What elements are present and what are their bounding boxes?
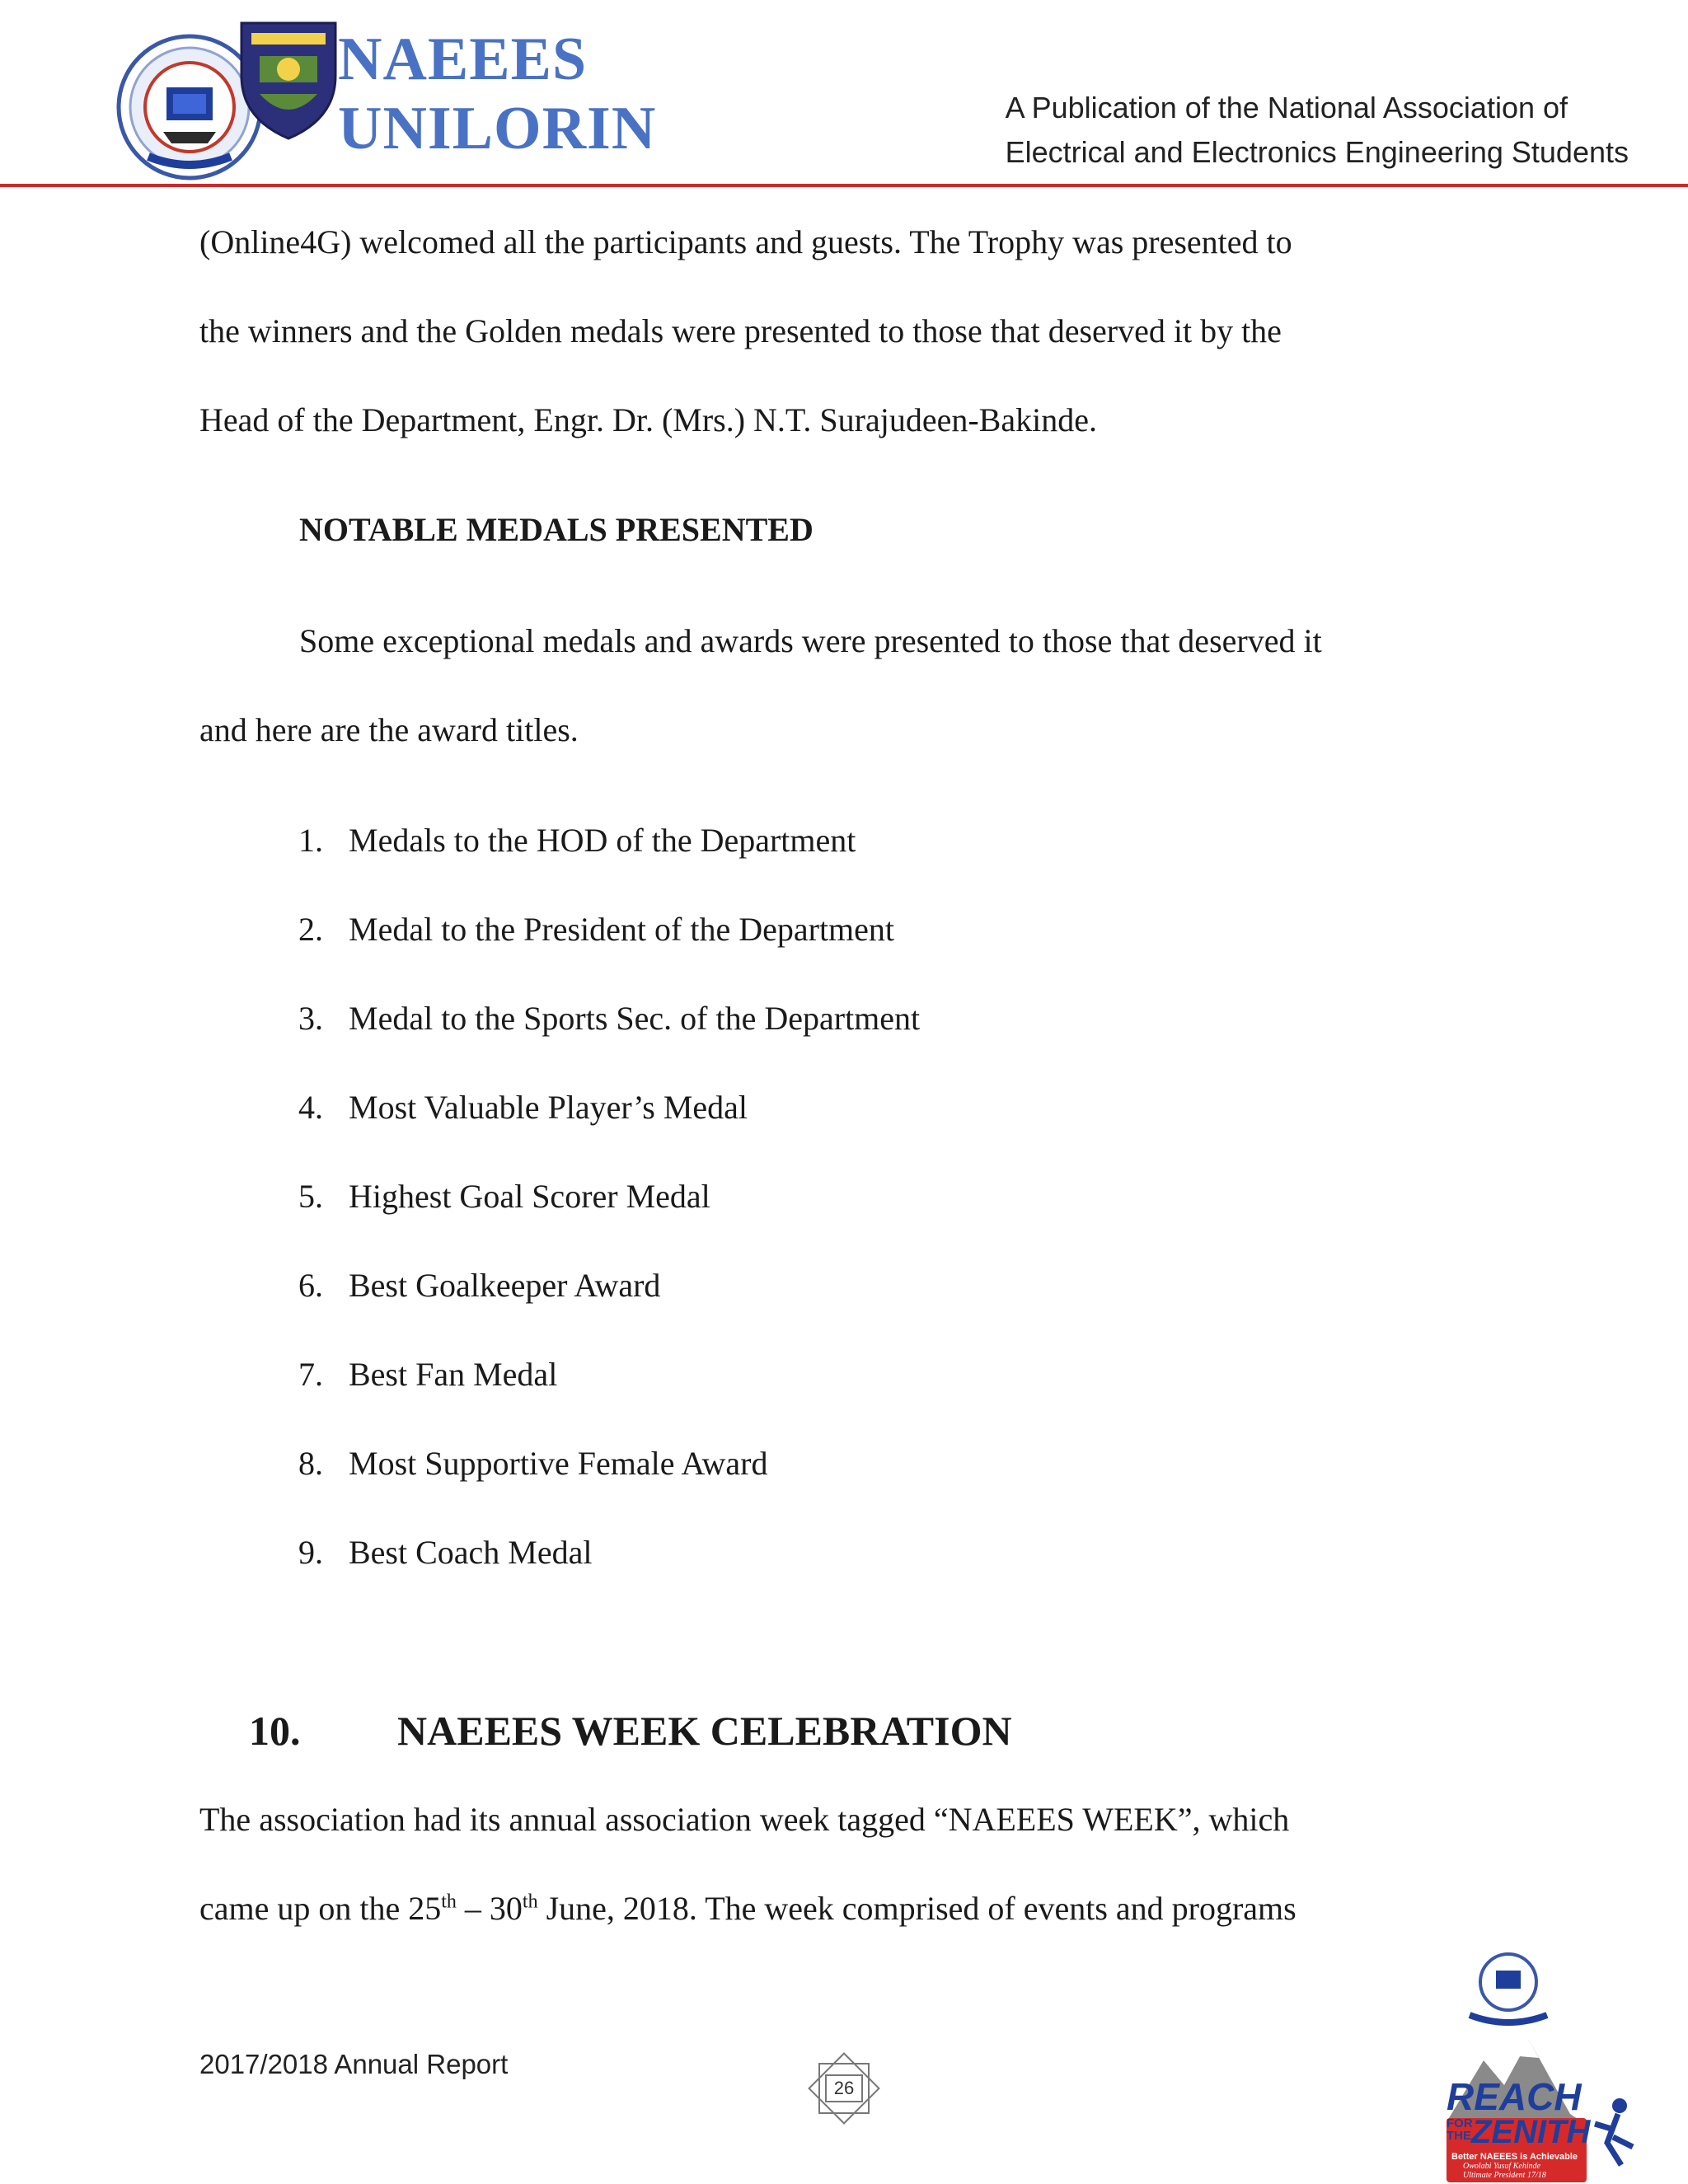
- list-item: [199, 796, 1489, 885]
- intro-paragraph-line: (Online4G) welcomed all the participants and guests. The Trophy was presented to: [199, 223, 1292, 260]
- week-text: June, 2018. The week comprised of events and programs: [537, 1890, 1296, 1927]
- list-item-number: 3.: [298, 1000, 323, 1037]
- list-item-number: 7.: [298, 1356, 323, 1393]
- week-text: – 30: [456, 1890, 523, 1927]
- list-item: [199, 1419, 1489, 1508]
- list-item-text: Most Supportive Female Award: [349, 1445, 768, 1482]
- week-text: came up on the 25: [199, 1890, 442, 1927]
- section-title: NAEEES WEEK CELEBRATION: [397, 1708, 1012, 1754]
- publication-note: [1006, 86, 1629, 175]
- list-item-number: 5.: [298, 1178, 323, 1215]
- brand-line-1: NAEEES: [338, 26, 588, 93]
- badge-motto-1: Better NAEEES is Achievable: [1451, 2152, 1578, 2162]
- brand-line-2: UNILORIN: [338, 95, 657, 162]
- footer-report-label: 2017/2018 Annual Report: [199, 2049, 509, 2079]
- medals-paragraph-line: and here are the award titles.: [199, 711, 579, 748]
- list-item-text: Medal to the President of the Department: [349, 911, 895, 948]
- page-number: 26: [833, 2078, 855, 2098]
- superscript: th: [522, 1891, 538, 1913]
- list-item: [199, 1330, 1489, 1419]
- intro-paragraph-line: Head of the Department, Engr. Dr. (Mrs.) N.T. Surajudeen-Bakinde.: [199, 401, 1097, 438]
- week-paragraph-line: The association had its annual association week tagged “NAEEES WEEK”, which: [199, 1801, 1290, 1838]
- list-item-text: Best Coach Medal: [349, 1534, 593, 1571]
- list-item: [199, 1241, 1489, 1330]
- badge-zenith: ZENITH: [1471, 2114, 1591, 2150]
- medals-heading: NOTABLE MEDALS PRESENTED: [299, 511, 814, 548]
- reach-zenith-badge: [1438, 1949, 1644, 2184]
- badge-motto-3: Ultimate President 17/18: [1463, 2171, 1546, 2180]
- list-item-number: 4.: [298, 1089, 323, 1126]
- list-item: [199, 974, 1489, 1063]
- week-paragraph-line: [199, 1864, 1489, 1953]
- spacer: [199, 1597, 1489, 1686]
- list-item-number: 2.: [298, 911, 323, 948]
- medals-paragraph-line: Some exceptional medals and awards were presented to those that deserved it: [299, 622, 1322, 659]
- list-item: [199, 1508, 1489, 1597]
- page-number-badge: [801, 2046, 887, 2131]
- list-item: [199, 1152, 1489, 1241]
- publication-line-1: A Publication of the National Association of: [1005, 91, 1568, 124]
- page-header: [0, 0, 1688, 190]
- list-item-text: Most Valuable Player’s Medal: [349, 1089, 748, 1126]
- list-item-number: 1.: [298, 822, 323, 859]
- brand-name: [338, 25, 656, 163]
- list-item-text: Medals to the HOD of the Department: [349, 822, 856, 859]
- list-item-text: Highest Goal Scorer Medal: [349, 1178, 710, 1215]
- intro-paragraph-line: the winners and the Golden medals were presented to those that deserved it by the: [199, 312, 1282, 349]
- section-number: 10.: [249, 1708, 301, 1754]
- list-item-number: 8.: [298, 1445, 323, 1482]
- list-item-text: Best Fan Medal: [349, 1356, 558, 1393]
- list-item-number: 9.: [298, 1534, 323, 1571]
- list-item-text: Best Goalkeeper Award: [349, 1267, 661, 1304]
- badge-for-the: FOR THE: [1447, 2116, 1473, 2143]
- publication-line-2: Electrical and Electronics Engineering Students: [1005, 135, 1629, 169]
- header-divider: [0, 184, 1688, 187]
- list-item: [199, 885, 1489, 974]
- page-body: [199, 198, 1489, 1953]
- badge-motto-2: Owolabi Yusuf Kehinde: [1463, 2162, 1541, 2171]
- list-item-text: Medal to the Sports Sec. of the Department: [349, 1000, 921, 1037]
- badge-reach: REACH: [1447, 2075, 1582, 2118]
- superscript: th: [441, 1891, 457, 1913]
- list-item-number: 6.: [298, 1267, 323, 1304]
- awards-list: [199, 796, 1489, 1597]
- section-heading: [199, 1686, 1489, 1775]
- unilorin-crest: [235, 18, 342, 142]
- list-item: [199, 1063, 1489, 1152]
